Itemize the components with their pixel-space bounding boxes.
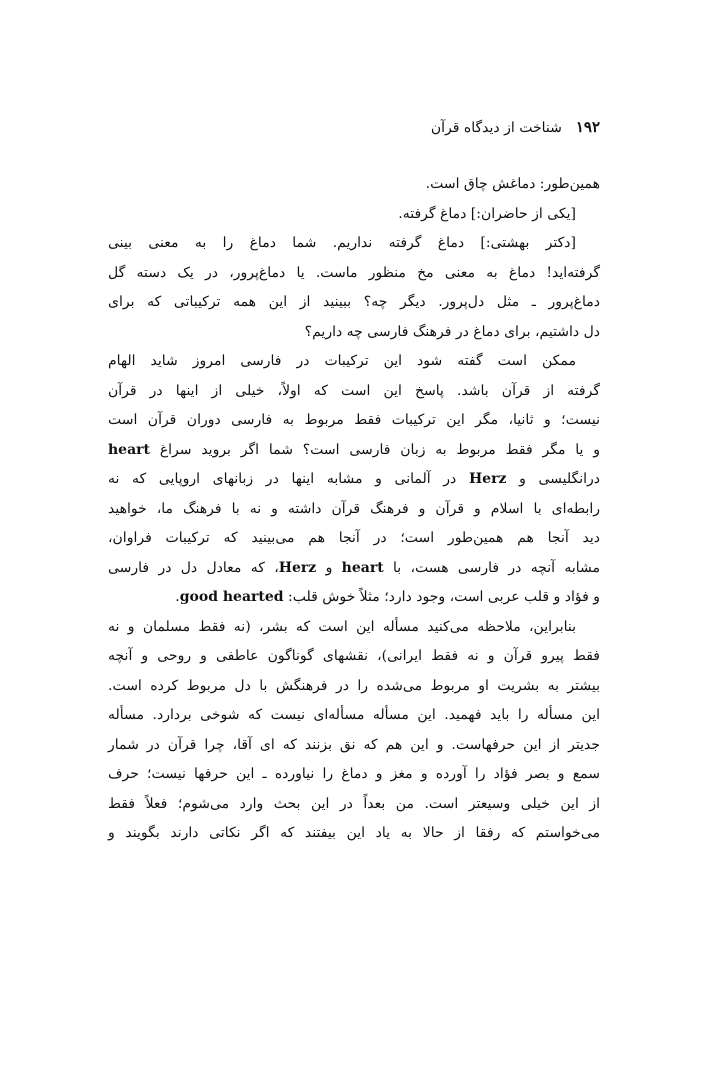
text-segment: و xyxy=(325,559,333,576)
book-page xyxy=(108,118,600,849)
text-line: همین‌طور: دماغش چاق است. xyxy=(425,176,600,192)
text-line: بیشتر به بشریت او مربوط می‌شده را در فرهنگش با دل مربوط کرده است. xyxy=(108,677,600,694)
text-line: دید آنجا هم همین‌طور است؛ در آنجا هم می‌بینید که ترکیبات فراوان، xyxy=(108,530,600,546)
text-segment: و یا مگر فقط مربوط به زبان فارسی است؟ شما اگر بروید سراغ xyxy=(159,441,600,458)
text-line: جدیتر از این حرفهاست. و این هم که نق بزنند که ای آقا، چرا قرآن در شمار xyxy=(108,736,600,753)
text-line: فقط پیرو قرآن و نه فقط ایرانی)، نقشهای گوناگون عاطفی و روحی و آنچه xyxy=(108,648,600,664)
text-line: دماغ‌پرور ـ مثل دل‌پرور. دیگر چه؟ ببینید از این همه ترکیباتی که برای xyxy=(108,294,600,310)
text-line: [یکی از حاضران:] دماغ گرفته. xyxy=(398,205,576,222)
latin-term-good-hearted: good hearted xyxy=(179,589,284,605)
latin-term-herz: Herz xyxy=(468,471,507,487)
page-header xyxy=(108,118,600,148)
latin-term-herz: Herz xyxy=(278,559,317,576)
text-line: نیست؛ و ثانیا، مگر این ترکیبات فقط مربوط به فارسی دوران قرآن است xyxy=(108,412,600,428)
text-line: گرفته از قرآن باشد. پاسخ این است که اولاً، خیلی از اینها در قرآن xyxy=(108,382,600,399)
text-line-with-latin xyxy=(108,583,600,613)
text-segment: مشابه آنچه در فارسی هست، با xyxy=(392,559,601,576)
page-number: ۱۹۲ xyxy=(575,118,600,136)
running-title: شناخت از دیدگاه قرآن xyxy=(430,120,562,136)
text-segment: درانگلیسی و xyxy=(519,471,601,487)
text-line: می‌خواستم که رفقا از حالا به یاد این بیفتند که اگر نکاتی دارند بگویند و xyxy=(108,825,600,841)
text-line-with-latin xyxy=(108,436,600,466)
latin-term-heart: heart xyxy=(108,441,150,458)
latin-term-heart: heart xyxy=(341,559,384,576)
text-segment: در آلمانی و مشابه اینها در زبانهای اروپایی که نه xyxy=(108,471,457,487)
text-line: رابطه‌ای با اسلام و قرآن و فرهنگ قرآن داشته و نه با فرهنگ ما، خواهید xyxy=(108,500,600,517)
text-line: این مسأله را باید فهمید. این مسأله مسأله‌ای نیست که شوخی بردارد. مسأله xyxy=(108,707,600,723)
text-segment: و فؤاد و قلب عربی است، وجود دارد؛ مثلاً خوش قلب: xyxy=(288,589,600,605)
text-line-with-latin xyxy=(108,554,600,584)
text-line-with-latin xyxy=(108,465,600,495)
punctuation-period: . xyxy=(175,589,180,605)
text-line: دل داشتیم، برای دماغ در فرهنگ فارسی چه داریم؟ xyxy=(304,323,600,340)
text-line: از این خیلی وسیعتر است. من بعداً در این بحث وارد می‌شوم؛ فعلاً فقط xyxy=(108,795,600,812)
text-line: [دکتر بهشتی:] دماغ گرفته نداریم. شما دماغ را به معنی بینی xyxy=(108,235,576,251)
text-segment: ، که معادل دل در فارسی xyxy=(108,559,279,576)
text-line: سمع و بصر فؤاد را آورده و مغز و دماغ را نیاورده ـ این حرفها نیست؛ حرف xyxy=(108,766,600,782)
text-line: بنابراین، ملاحظه می‌کنید مسأله این است که بشر، (نه فقط مسلمان و نه xyxy=(108,618,576,635)
text-line: ممکن است گفته شود این ترکیبات در فارسی امروز شاید الهام xyxy=(108,353,576,369)
text-line: گرفته‌اید! دماغ به معنی مخ منظور ماست. یا دماغ‌پرور، در یک دسته گل xyxy=(108,264,600,281)
body-text xyxy=(108,170,600,849)
